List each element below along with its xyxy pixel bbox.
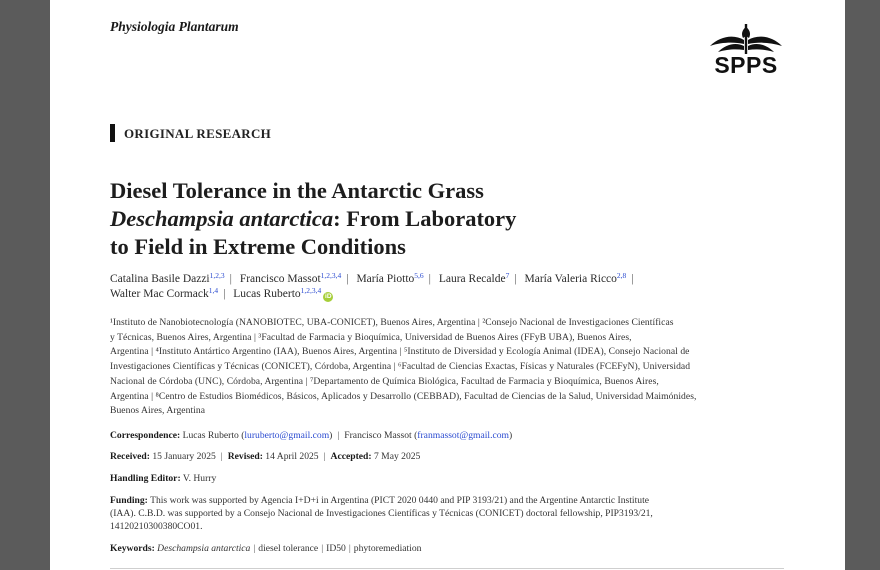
author-name[interactable]: Walter Mac Cormack [110,287,209,300]
affiliation-line: y Técnicas, Buenos Aires, Argentina | ³Facultad de Farmacia y Bioquímica, Universidad de Buenos Aires (FFyB UBA), Buenos Aires, [110,331,632,343]
author-affil-sup[interactable]: 1,2,3,4 [320,271,342,280]
funding [110,494,782,533]
author-name[interactable]: Francisco Massot [239,273,321,285]
handling-editor-label: Handling Editor: [110,473,181,484]
author-name[interactable]: María Valeria Ricco [524,273,617,285]
plant-logo-icon [706,22,786,56]
keyword: Deschampsia antarctica [157,543,251,554]
affiliation-line: Buenos Aires, Argentina [110,405,206,417]
handling-editor-value: V. Hurry [182,473,217,484]
accepted-date: 7 May 2025 [373,451,421,462]
author-affil-sup[interactable]: 1,2,3,4 [300,285,322,295]
author-affil-sup[interactable]: 5,6 [414,271,424,280]
author-name[interactable]: María Piotto [356,273,415,285]
affiliation-line: ¹Instituto de Nanobiotecnología (NANOBIOTEC, UBA-CONICET), Buenos Aires, Argentina | ²Consejo Nacional de Investigaciones Científicas [110,317,674,328]
funding-label: Funding: [110,495,148,506]
affiliation-line: Nacional de Córdoba (UNC), Córdoba, Argentina | ⁷Departamento de Química Biológica, Facultad de Farmacia y Bioquímica, Buenos Aires, [110,375,659,387]
correspondence-person-2: Francisco Massot [344,430,412,441]
received-label: Received: [110,451,150,462]
keyword: diesel tolerance [258,543,319,554]
revised-date: 14 April 2025 [265,451,319,462]
funding-line-2: (IAA). C.B.D. was supported by a Consejo Nacional de Investigaciones Científicas y Técnicas (CONICET) doctoral fellowship, PIP3193/21, [110,508,653,519]
handling-editor [110,472,782,485]
email-link-2[interactable]: franmassot@gmail.com [417,430,509,441]
author-list [110,272,710,302]
author-affil-sup[interactable]: 1,2,3 [209,271,225,280]
keywords-label: Keywords: [110,543,155,554]
correspondence-label: Correspondence: [110,430,181,441]
correspondence-person-1: Lucas Ruberto [182,430,239,441]
affiliation-line: Argentina | ⁸Centro de Estudios Biomédicos, Básicos, Aplicados y Desarrollo (CEBBAD), Facultad de Ciencias de la Salud, Universidad Maimónides, [110,390,697,402]
email-link-1[interactable]: luruberto@gmail.com [244,430,330,441]
received-date: 15 January 2025 [152,451,216,462]
revised-label: Revised: [227,451,263,462]
author-name[interactable]: Catalina Basile Dazzi [110,273,210,285]
author-affil-sup[interactable]: 1,4 [208,285,219,295]
affiliation-line: Investigaciones Científicas y Técnicas (CONICET), Córdoba, Argentina | ⁶Facultad de Ciencias Exactas, Físicas y Naturales (FCEFyN), Universidad [110,361,691,373]
author-affil-sup[interactable]: 7 [505,271,510,280]
accepted-label: Accepted: [330,451,372,462]
paper-page [50,0,845,570]
title-line-1: Diesel Tolerance in the Antarctic Grass [110,178,484,203]
funding-line-1: This work was supported by Agencia I+D+i in Argentina (PICT 2020 0440 and PIP 3193/21) and the Argentine Antarctic Institute [150,495,649,506]
title-species: Deschampsia antarctica [110,206,334,231]
keyword: phytoremediation [353,543,422,554]
keywords: Keywords: Deschampsia antarctica | diesel tolerance | ID50 | phytoremediation [110,543,422,554]
affiliations [110,316,782,419]
correspondence: Correspondence: Lucas Ruberto (luruberto@gmail.com) | Francisco Massot (franmassot@gmail.com) [110,430,513,441]
section-label: ORIGINAL RESEARCH [110,124,271,142]
orcid-icon[interactable]: iD [325,292,332,300]
author-affil-sup[interactable]: 2,8 [616,271,627,280]
author-name[interactable]: Lucas Ruberto [233,287,301,300]
keyword: ID50 [326,543,346,554]
journal-name: Physiologia Plantarum [110,19,239,34]
author-name[interactable]: Laura Recalde [438,273,506,285]
title-line-2 [110,205,630,233]
funding-line-3: 14120210300380CO01. [110,521,203,532]
affiliation-line: Argentina | ⁴Instituto Antártico Argentino (IAA), Buenos Aires, Argentina | ⁵Instituto de Diversidad y Ecología Animal (IDEA), Consejo Nacional de [110,346,690,358]
title-line-3: to Field in Extreme Conditions [110,234,406,259]
section-divider [110,568,784,569]
spps-logo [706,22,786,76]
article-title [110,177,630,261]
author-row-1: Catalina Basile Dazzi$^{1,2,3}$ | Francisco Massot$^{1,2,3,4}$ | María Piotto$^{5,6}$ | Laura Recalde$^7$ | María Valeria Ricco$^{2,8}$ | [110,271,634,285]
article-dates: Received: 15 January 2025 | Revised: 14 April 2025 | Accepted: 7 May 2025 [110,451,421,462]
author-row-2: Walter Mac Cormack$^{1,4}$ | Lucas Ruberto$^{1,2,3,4}$iD [110,285,332,300]
logo-text: SPPS [714,52,778,78]
title-line-2-rest: : From Laboratory [333,206,517,231]
